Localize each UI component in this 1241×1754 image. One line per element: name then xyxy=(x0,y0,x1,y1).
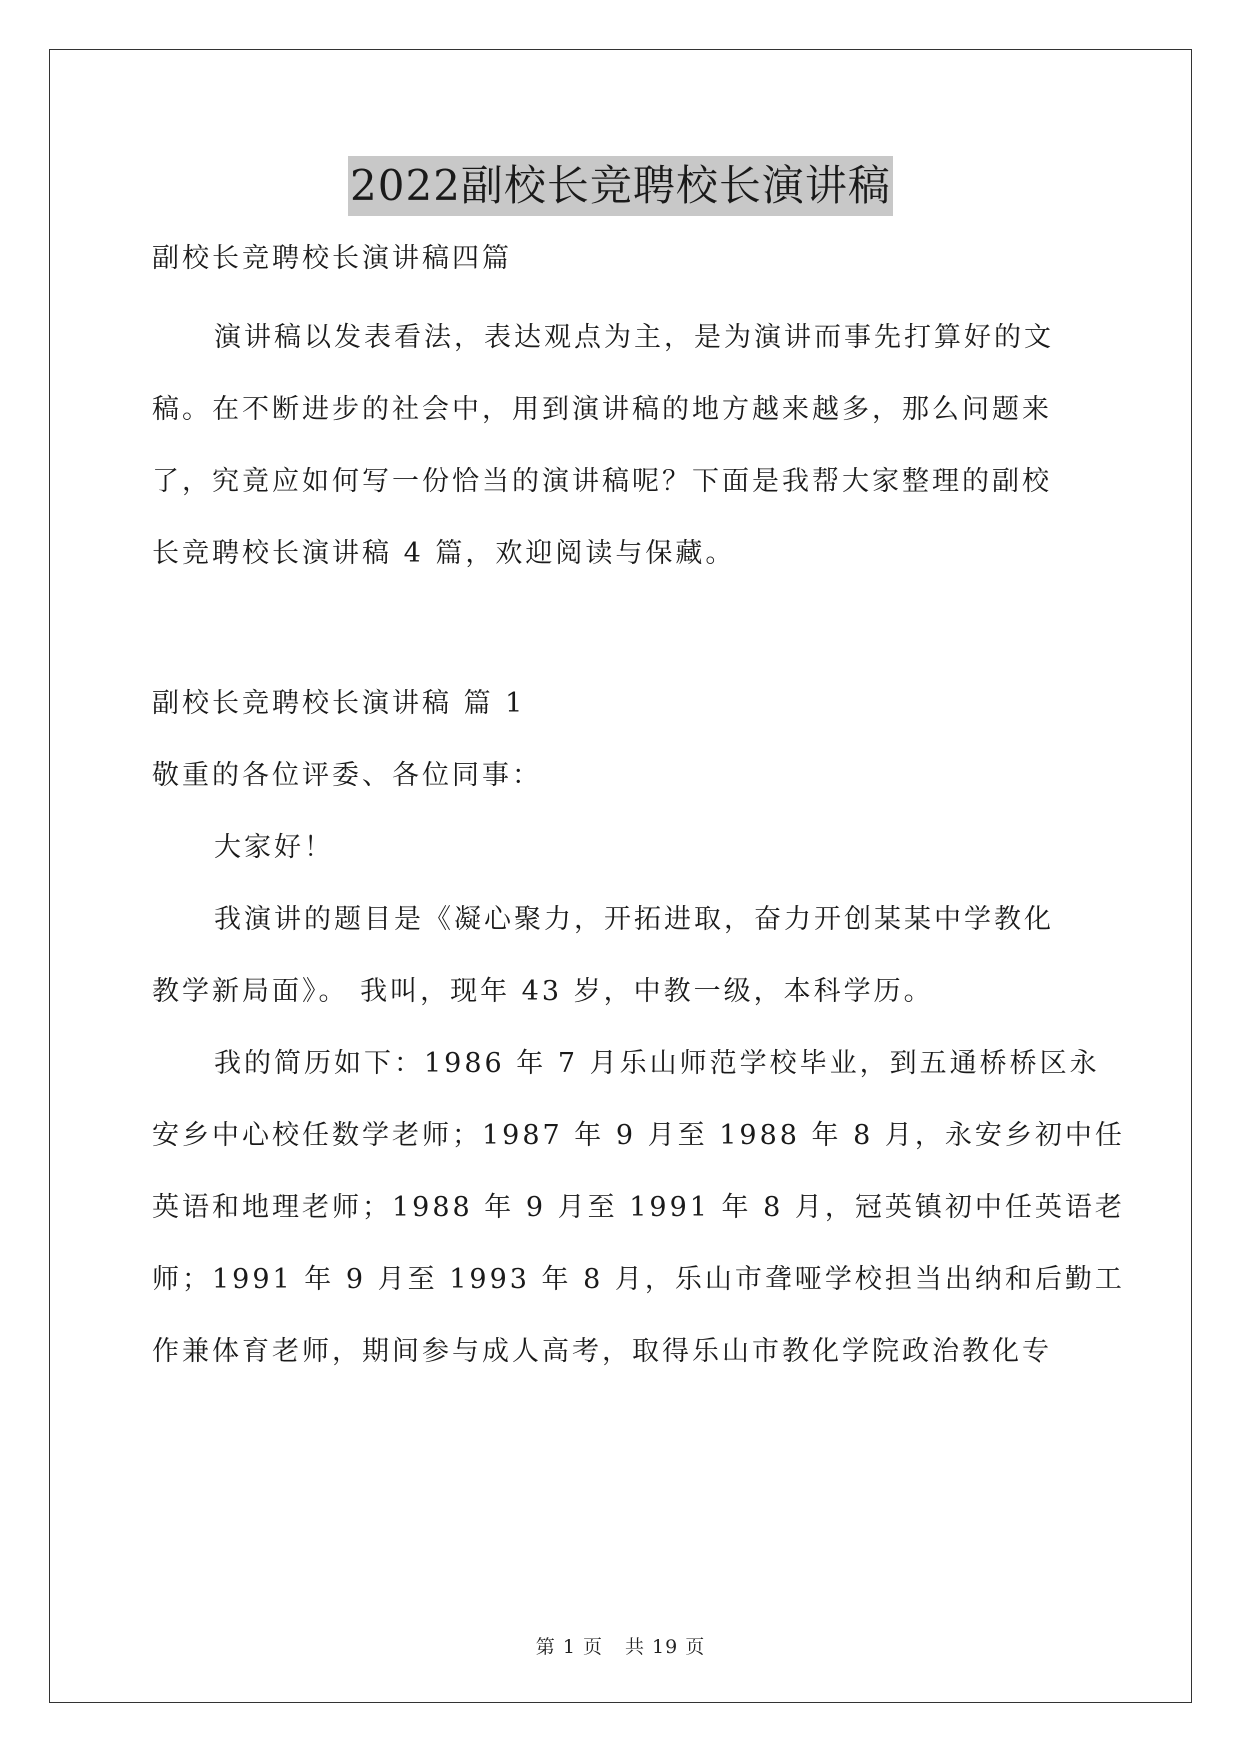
paragraph-line: 教学新局面》。 我叫，现年 43 岁，中教一级，本科学历。 xyxy=(152,976,934,1007)
paragraph-line: 了，究竟应如何写一份恰当的演讲稿呢？下面是我帮大家整理的副校 xyxy=(152,466,1052,497)
page-total: 共 19 页 xyxy=(624,1636,706,1658)
intro-paragraph xyxy=(152,313,1094,579)
paragraph-line: 演讲稿以发表看法，表达观点为主，是为演讲而事先打算好的文 xyxy=(214,322,1054,353)
paragraph-line: 安乡中心校任数学老师；1987 年 9 月至 1988 年 8 月，永安乡初中任 xyxy=(152,1120,1125,1151)
section-heading: 副校长竞聘校长演讲稿 篇 1 xyxy=(152,688,526,719)
paragraph-line: 稿。在不断进步的社会中，用到演讲稿的地方越来越多，那么问题来 xyxy=(152,394,1052,425)
paragraph-line: 我演讲的题目是《凝心聚力，开拓进取，奋力开创某某中学教化 xyxy=(214,904,1054,935)
subtitle: 副校长竞聘校长演讲稿四篇 xyxy=(152,243,512,274)
paragraph-line: 我的简历如下：1986 年 7 月乐山师范学校毕业，到五通桥桥区永 xyxy=(214,1048,1100,1079)
title-container xyxy=(0,156,1241,216)
page-number: 第 1 页 xyxy=(535,1636,603,1658)
paragraph-line: 长竞聘校长演讲稿 4 篇，欢迎阅读与保藏。 xyxy=(152,538,736,569)
document-title: 2022副校长竞聘校长演讲稿 xyxy=(348,156,893,216)
salutation: 敬重的各位评委、各位同事： xyxy=(152,760,542,791)
page-footer xyxy=(0,1632,1241,1659)
paragraph-line: 作兼体育老师，期间参与成人高考，取得乐山市教化学院政治教化专 xyxy=(152,1336,1052,1367)
paragraph-resume xyxy=(152,1039,1125,1377)
paragraph-line: 英语和地理老师；1988 年 9 月至 1991 年 8 月，冠英镇初中任英语老 xyxy=(152,1192,1125,1223)
paragraph-topic xyxy=(152,895,1094,1017)
document-body xyxy=(152,234,1125,1377)
greeting: 大家好！ xyxy=(214,832,334,863)
paragraph-line: 师；1991 年 9 月至 1993 年 8 月，乐山市聋哑学校担当出纳和后勤工 xyxy=(152,1264,1125,1295)
